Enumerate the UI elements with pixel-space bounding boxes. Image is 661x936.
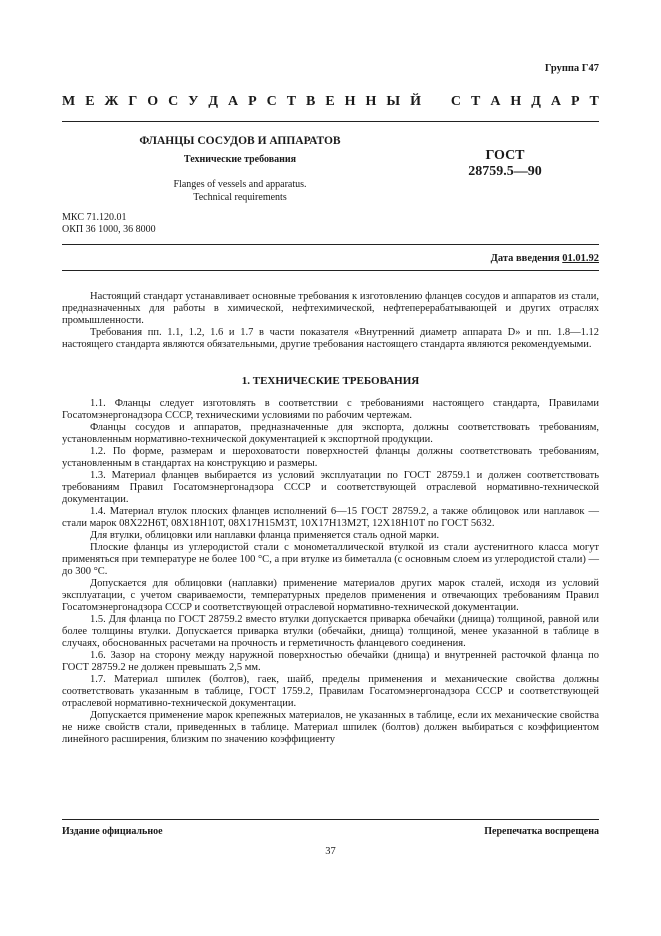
body-paragraph: Для втулки, облицовки или наплавки фланца применяется сталь одной марки. <box>90 530 440 541</box>
header-letter: А <box>490 94 501 109</box>
header-letter: Г <box>128 94 138 109</box>
footer-reprint-notice: Перепечатка воспрещена <box>484 826 599 837</box>
mks-code: МКС 71.120.01 <box>62 212 127 223</box>
body-paragraph: Фланцы сосудов и аппаратов, предназначенные для экспорта, должны соответствовать требованиям, установленным нормативно-технической документацией к экспортной продукции. <box>62 422 599 445</box>
english-title-line-1: Flanges of vessels and apparatus. <box>173 179 307 190</box>
intro-paragraph: Настоящий стандарт устанавливает основные требования к изготовлению фланцев сосудов и аппаратов из стали, предназначенных для работы в химической, нефтехимической, нефтеперерабатывающей и других отраслях промышленности. <box>62 291 599 326</box>
header-letter: С <box>168 94 179 109</box>
body-paragraph: 1.4. Материал втулок плоских фланцев исполнений 6—15 ГОСТ 28759.2, а также облицовок или наплавок — стали марок 08Х22Н6Т, 08Х18Н10Т, 08Х17Н15М3Т, 10Х17Н13М2Т, 12Х18Н10Т по ГОСТ 5632. <box>62 506 599 529</box>
header-letter: Н <box>365 94 377 109</box>
header-letter: Ж <box>104 94 119 109</box>
gost-label: ГОСТ <box>485 148 525 163</box>
body-paragraph: Допускается применение марок крепежных материалов, не указанных в таблице, если их механические свойства не ниже свойств стали, приведенных в таблице. Материал шпилек (болтов) должен выбираться с коэффициентом линейного расширения, близким по значению коэффициенту <box>62 710 599 745</box>
body-paragraph: Допускается для облицовки (наплавки) применение материалов других марок сталей, исходя из условий эксплуатации, с учетом свариваемости, температурных пределов применения и отвечающих требованиям Правил Госатомэнергонадзора СССР и соответствующей отраслевой нормативно-технической документации. <box>62 578 599 613</box>
gost-designation <box>440 148 570 180</box>
standard-header <box>62 94 599 110</box>
english-title-line-2: Technical requirements <box>193 192 287 203</box>
body-paragraph: Плоские фланцы из углеродистой стали с монометаллической втулкой из стали аустенитного класса могут применяться при температуре не более 100 °С, а при втулке из биметалла (с основным слоем из углеродистой стали) — до 300 °С. <box>62 542 599 577</box>
document-subtitle: Технические требования <box>183 154 297 165</box>
body-paragraph: 1.2. По форме, размерам и шероховатости поверхностей фланцы должны соответствовать требованиям, установленным в стандартах на конструкцию и размеры. <box>62 446 599 469</box>
header-letter: Т <box>471 94 481 109</box>
header-letter: Н <box>344 94 356 109</box>
header-letter: Й <box>410 94 421 109</box>
header-letter: А <box>550 94 561 109</box>
section-heading: 1. ТЕХНИЧЕСКИЕ ТРЕБОВАНИЯ <box>241 375 420 387</box>
header-letter: Е <box>85 94 95 109</box>
header-letter: В <box>306 94 316 109</box>
body-paragraph: 1.3. Материал фланцев выбирается из условий эксплуатации по ГОСТ 28759.1 и должен соответствовать требованиям Правил Госатомэнергонадзора СССР и соответствующей отраслевой нормативно-технической документации. <box>62 470 599 505</box>
date-value: 01.01.92 <box>562 253 599 264</box>
codes-divider <box>62 244 599 245</box>
header-letter: С <box>266 94 277 109</box>
body-paragraph: 1.7. Материал шпилек (болтов), гаек, шайб, пределы применения и механические свойства должны соответствовать указанным в таблице, ГОСТ 1759.2, Правилам Госатомэнергонадзора СССР и соответствующей отраслевой нормативно-технической документации. <box>62 674 599 709</box>
header-letter: Е <box>325 94 335 109</box>
header-letter: С <box>450 94 462 109</box>
gost-number: 28759.5—90 <box>468 164 542 179</box>
section-body <box>62 398 599 746</box>
header-letter: Д <box>531 94 541 109</box>
header-letter: А <box>228 94 239 109</box>
body-paragraph: 1.6. Зазор на сторону между наружной поверхностью обечайки (днища) и внутренней расточкой фланца по ГОСТ 28759.2 не должен превышать 2,5 мм. <box>62 650 599 673</box>
english-title <box>130 178 350 204</box>
header-letter: Т <box>589 94 599 109</box>
date-divider <box>62 270 599 271</box>
header-divider <box>62 121 599 122</box>
footer-divider <box>62 819 599 820</box>
header-letter: М <box>62 94 76 109</box>
intro-paragraph: Требования пп. 1.1, 1.2, 1.6 и 1.7 в части показателя «Внутренний диаметр аппарата D» и пп. 1.8—1.12 настоящего стандарта являются обязательными, другие требования настоящего стандарта являются рекомендуемыми. <box>62 327 599 350</box>
okp-code: ОКП 36 1000, 36 8000 <box>62 224 156 235</box>
header-letter: Р <box>570 94 580 109</box>
header-letter: Ы <box>386 94 401 109</box>
header-letter: Д <box>208 94 219 109</box>
footer-official-edition: Издание официальное <box>62 826 163 837</box>
header-letter: У <box>188 94 199 109</box>
header-letter: О <box>147 94 159 109</box>
header-letter: Н <box>510 94 522 109</box>
header-letter: Т <box>286 94 297 109</box>
intro-text <box>62 291 599 351</box>
classification-codes <box>62 212 156 236</box>
body-paragraph: 1.5. Для фланца по ГОСТ 28759.2 вместо втулки допускается приварка обечайки (днища) толщиной, равной или более толщины втулки. Допускается приварка втулки (обечайки, днища) толщиной, менее указанной в таблице в случаях, обоснованных расчетами на прочность и герметичность фланцевого соединения. <box>62 614 599 649</box>
header-letter: Р <box>248 94 257 109</box>
date-label: Дата введения <box>490 253 560 264</box>
introduction-date <box>491 253 599 264</box>
page-number: 37 <box>325 846 336 857</box>
document-title: ФЛАНЦЫ СОСУДОВ И АППАРАТОВ <box>139 135 341 147</box>
group-code: Группа Г47 <box>544 63 599 74</box>
body-paragraph: 1.1. Фланцы следует изготовлять в соответствии с требованиями настоящего стандарта, Правилами Госатомэнергонадзора СССР, техническими условиями по рабочим чертежам. <box>62 398 599 421</box>
